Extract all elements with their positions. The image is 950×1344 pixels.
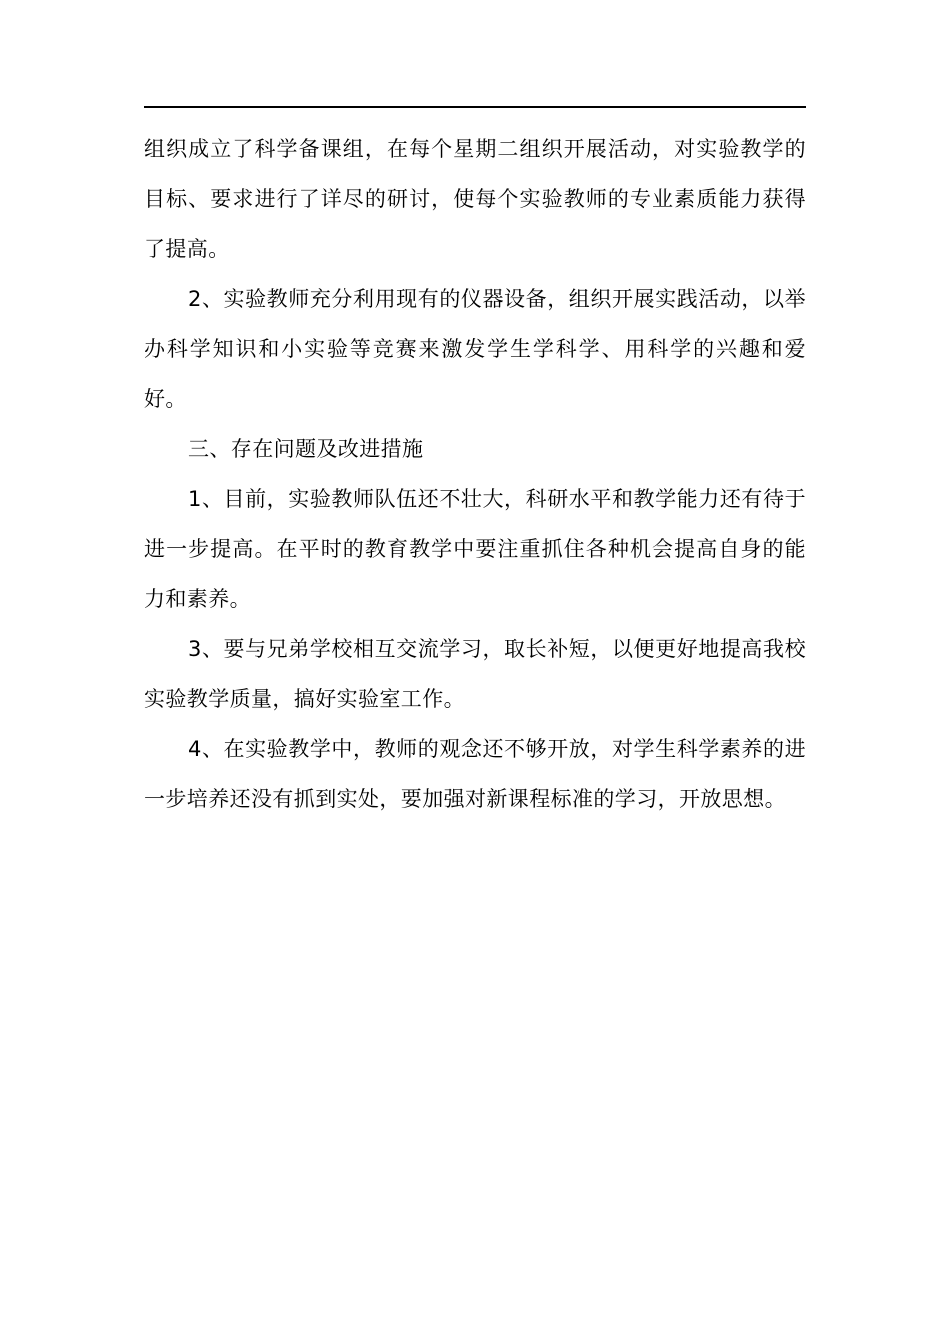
document-body (144, 124, 806, 824)
paragraph-continuation: 组织成立了科学备课组，在每个星期二组织开展活动，对实验教学的目标、要求进行了详尽的研讨，使每个实验教师的专业素质能力获得了提高。 (144, 137, 806, 261)
paragraph-item-2: 2、实验教师充分利用现有的仪器设备，组织开展实践活动，以举办科学知识和小实验等竞赛来激发学生学科学、用科学的兴趣和爱好。 (144, 287, 806, 411)
section-heading-problems: 三、存在问题及改进措施 (188, 437, 424, 461)
paragraph-item-1: 1、目前，实验教师队伍还不壮大，科研水平和教学能力还有待于进一步提高。在平时的教育教学中要注重抓住各种机会提高自身的能力和素养。 (144, 487, 806, 611)
header-rule (144, 106, 806, 108)
paragraph-item-4: 4、在实验教学中，教师的观念还不够开放，对学生科学素养的进一步培养还没有抓到实处，要加强对新课程标准的学习，开放思想。 (144, 737, 806, 811)
paragraph-item-3: 3、要与兄弟学校相互交流学习，取长补短，以便更好地提高我校实验教学质量，搞好实验室工作。 (144, 637, 806, 711)
